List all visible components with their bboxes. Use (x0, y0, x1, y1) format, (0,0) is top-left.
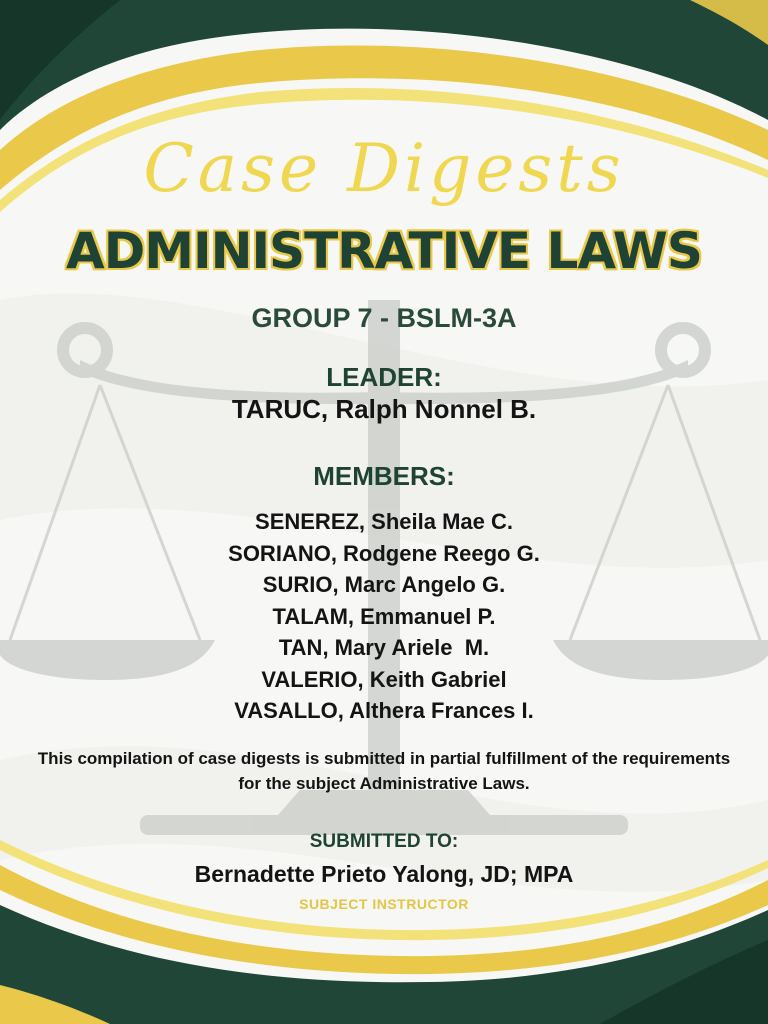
member-name: VALERIO, Keith Gabriel (261, 666, 507, 692)
instructor-name: Bernadette Prieto Yalong, JD; MPA (194, 861, 574, 887)
members-list (0, 506, 768, 727)
instructor-role: SUBJECT INSTRUCTOR (299, 896, 469, 912)
member-name: SORIANO, Rodgene Reego G. (228, 540, 540, 566)
member-name: TAN, Mary Ariele M. (278, 635, 490, 660)
leader-name: TARUC, Ralph Nonnel B. (231, 394, 537, 424)
submission-statement: This compilation of case digests is submitted in partial fulfillment of the requirements for the subject Administrative Laws. (37, 749, 731, 793)
main-title: ADMINISTRATIVE LAWS (66, 222, 702, 280)
member-name: VASALLO, Althera Frances I. (234, 698, 534, 723)
script-title: Case Digests (143, 130, 625, 207)
submitted-to-heading: SUBMITTED TO: (309, 831, 459, 852)
members-heading: MEMBERS: (313, 461, 455, 491)
member-name: SENEREZ, Sheila Mae C. (255, 509, 513, 534)
group-label: GROUP 7 - BSLM-3A (251, 303, 517, 333)
member-name: TALAM, Emmanuel P. (272, 603, 496, 629)
leader-heading: LEADER: (326, 362, 442, 392)
member-name: SURIO, Marc Angelo G. (262, 572, 506, 597)
